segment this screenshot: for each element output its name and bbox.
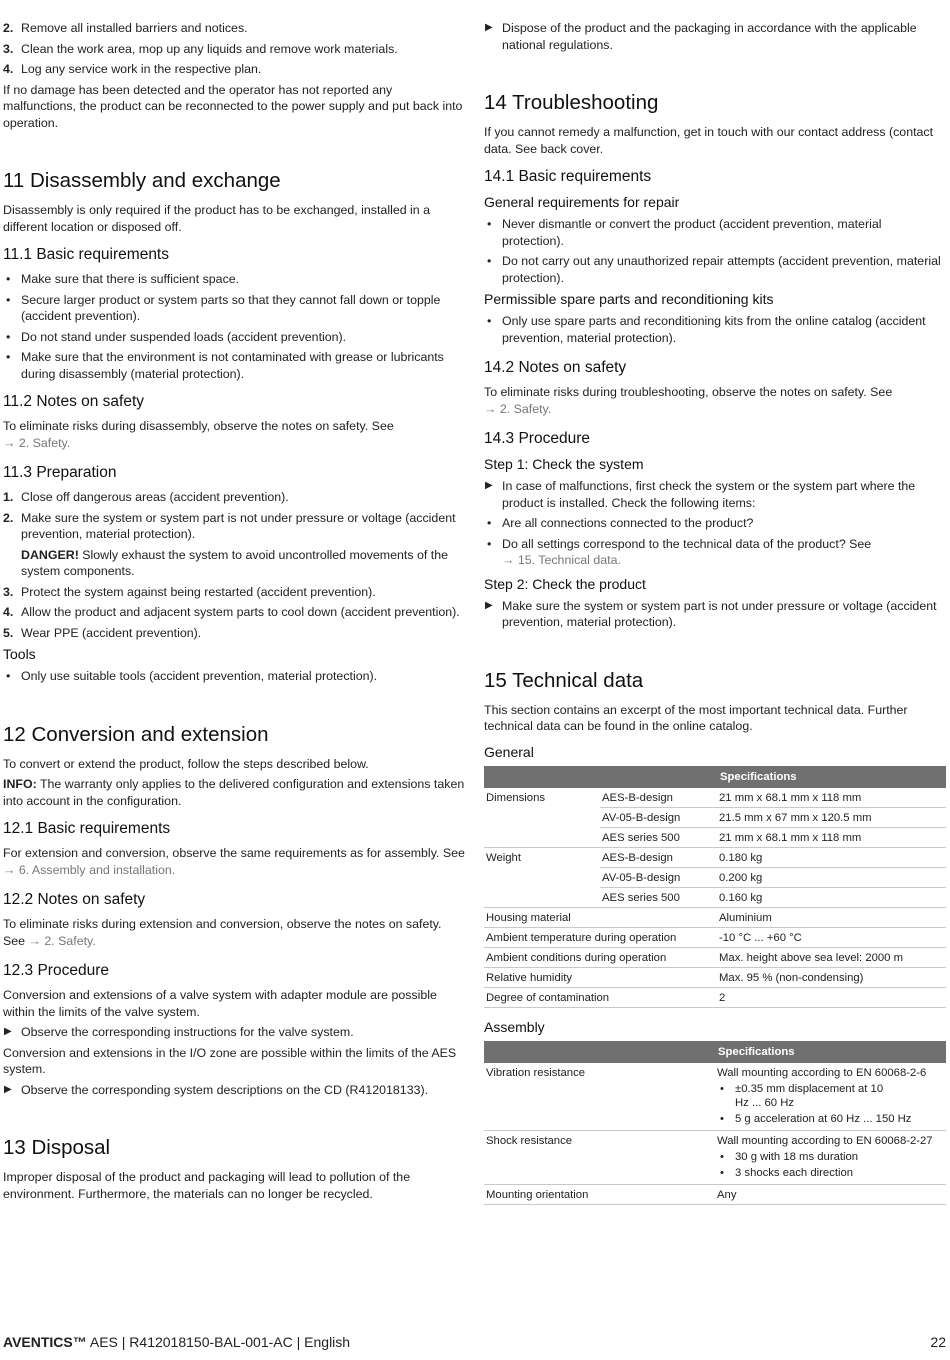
step-item: 2. Make sure the system or system part is not under pressure or voltage (accident prevention, material protection). (3, 510, 456, 541)
step-1-title: Step 1: Check the system (484, 456, 644, 472)
step-item: 3. Clean the work area, mop up any liquids and remove work materials. (3, 41, 398, 56)
table-row: Shock resistance Wall mounting according to EN 60068-2-27 • 30 g with 18 ms duration • 3 shocks each direction (484, 1130, 946, 1184)
intro-paragraph: If no damage has been detected and the operator has not reported any malfunctions, the product can be reconnected to the power supply and put back into operation. (3, 82, 463, 130)
section-11-1-title: 11.1 Basic requirements (3, 246, 169, 263)
technical-data-link[interactable]: → 15. Technical data. (502, 553, 621, 567)
step-1-checklist (484, 515, 946, 569)
list-item: • Are all connections connected to the product? (484, 515, 946, 532)
section-12-2-title: 12.2 Notes on safety (3, 891, 146, 908)
section-12-3-paragraph-1: Conversion and extensions of a valve system with adapter module are possible within the limits of the valve system. (3, 988, 437, 1019)
table-row: AES series 500 0.160 kg (484, 887, 946, 907)
action-item: ▶ In case of malfunctions, first check the system or the system part where the product is installed. Check the following items: (484, 478, 946, 511)
section-14-3-title: 14.3 Procedure (484, 430, 590, 447)
list-item: • Make sure that there is sufficient space. (3, 271, 465, 288)
step-item: 3. Protect the system against being restarted (accident prevention). (3, 584, 376, 599)
section-11-paragraph: Disassembly is only required if the product has to be exchanged, installed in a different location or disposed off. (3, 203, 431, 234)
section-11-2-paragraph: To eliminate risks during disassembly, observe the notes on safety. See → 2. Safety. (3, 419, 394, 450)
repair-requirements-list (484, 216, 946, 286)
list-item: • 5 g acceleration at 60 Hz ... 150 Hz (717, 1112, 944, 1126)
intro-steps (3, 20, 465, 78)
section-12-3-title: 12.3 Procedure (3, 962, 109, 979)
step-item: 5. Wear PPE (accident prevention). (3, 625, 202, 640)
right-column (484, 20, 946, 1205)
section-11-3-steps (3, 489, 465, 543)
spec-header: Specifications (717, 766, 946, 788)
step-item: 4. Allow the product and adjacent system parts to cool down (accident prevention). (3, 605, 460, 619)
section-12-paragraph: To convert or extend the product, follow the steps described below. (3, 756, 369, 771)
list-item: • 30 g with 18 ms duration (717, 1150, 944, 1164)
section-15-paragraph: This section contains an excerpt of the most important technical data. Further technical data can be found in the online catalog. (484, 702, 908, 733)
table-row: Relative humidity Max. 95 % (non-condensing) (484, 967, 946, 987)
list-item: • Do all settings correspond to the technical data of the product? See → 15. Technical data. (484, 536, 946, 569)
spare-parts-title: Permissible spare parts and reconditioning kits (484, 291, 774, 307)
table-row: Mounting orientation Any (484, 1184, 946, 1204)
list-item: • 3 shocks each direction (717, 1166, 944, 1180)
action-item: ▶ Observe the corresponding instructions for the valve system. (3, 1024, 465, 1041)
section-11-3-title: 11.3 Preparation (3, 464, 117, 481)
section-12-1-title: 12.1 Basic requirements (3, 820, 171, 837)
step-item: 4. Log any service work in the respective plan. (3, 62, 262, 76)
tools-list (3, 668, 465, 685)
document-id: AES | R412018150-BAL-001-AC | English (86, 1334, 351, 1350)
table-row: AV-05-B-design 21.5 mm x 67 mm x 120.5 mm (484, 807, 946, 827)
section-11-2-title: 11.2 Notes on safety (3, 393, 145, 410)
list-item: • Only use suitable tools (accident prevention, material protection). (3, 668, 465, 685)
assembly-title: Assembly (484, 1018, 545, 1035)
table-row: Dimensions AES-B-design 21 mm x 68.1 mm x 118 mm (484, 788, 946, 808)
brand-name: AVENTICS™ (3, 1334, 87, 1350)
table-header-row (484, 1041, 946, 1063)
step-2-title: Step 2: Check the product (484, 575, 646, 592)
section-14-title: 14 Troubleshooting (484, 91, 659, 114)
section-12-1-paragraph: For extension and conversion, observe the same requirements as for assembly. See → 6. Assembly and installation. (3, 846, 465, 877)
section-12-2-paragraph: To eliminate risks during extension and conversion, observe the notes on safety. See → 2. Safety. (3, 917, 442, 948)
table-row: Ambient temperature during operation -10 °C ... +60 °C (484, 927, 946, 947)
list-item: • Secure larger product or system parts so that they cannot fall down or topple (accident prevention). (3, 292, 465, 325)
danger-note: DANGER! Slowly exhaust the system to avoid uncontrolled movements of the system components. (21, 547, 448, 578)
list-item: • Do not carry out any unauthorized repair attempts (accident prevention, material protection). (484, 253, 946, 286)
list-item: • Never dismantle or convert the product (accident prevention, material protection). (484, 216, 946, 249)
section-13-paragraph: Improper disposal of the product and packaging will lead to pollution of the environment. Furthermore, the materials can no longer be recycled. (3, 1170, 411, 1201)
table-row: AES series 500 21 mm x 68.1 mm x 118 mm (484, 827, 946, 847)
table-row: AV-05-B-design 0.200 kg (484, 867, 946, 887)
tools-title: Tools (3, 646, 36, 662)
list-item: • Make sure that the environment is not contaminated with grease or lubricants during disassembly (material protection). (3, 349, 465, 382)
safety-link[interactable]: → 2. Safety. (28, 933, 96, 948)
step-item: 1. Close off dangerous areas (accident prevention). (3, 490, 289, 504)
info-note: INFO: The warranty only applies to the delivered configuration and extensions taken into account in the configuration. (3, 777, 465, 808)
section-13-title: 13 Disposal (3, 1136, 111, 1159)
assembly-link[interactable]: → 6. Assembly and installation. (3, 862, 176, 877)
assembly-spec-table (484, 1041, 946, 1205)
section-11-3-steps-continued (3, 584, 465, 642)
section-11-1-list (3, 271, 465, 382)
step-item: 2. Remove all installed barriers and notices. (3, 21, 248, 35)
spec-header: Specifications (715, 1041, 946, 1063)
action-item: ▶ Observe the corresponding system descriptions on the CD (R412018133). (3, 1082, 465, 1099)
vibration-list (717, 1082, 944, 1126)
section-14-2-title: 14.2 Notes on safety (484, 359, 627, 376)
section-15-title: 15 Technical data (484, 668, 644, 692)
section-11-title: 11 Disassembly and exchange (3, 169, 281, 192)
general-title: General (484, 743, 534, 760)
list-item: • ±0.35 mm displacement at 10 Hz ... 60 Hz (717, 1082, 885, 1110)
page-footer (3, 1333, 946, 1351)
table-row: Ambient conditions during operation Max. height above sea level: 2000 m (484, 947, 946, 967)
action-item: ▶ Dispose of the product and the packaging in accordance with the applicable national regulations. (484, 20, 946, 53)
safety-link[interactable]: → 2. Safety. (484, 401, 552, 416)
section-14-1-title: 14.1 Basic requirements (484, 168, 652, 185)
left-column (3, 20, 465, 1206)
general-spec-table (484, 766, 946, 1008)
shock-list (717, 1150, 944, 1180)
repair-requirements-title: General requirements for repair (484, 194, 680, 210)
table-row: Housing material Aluminium (484, 907, 946, 927)
action-item: ▶ Make sure the system or system part is not under pressure or voltage (accident prevention, material protection). (484, 598, 946, 631)
section-14-paragraph: If you cannot remedy a malfunction, get in touch with our contact address (contact data. See back cover. (484, 125, 934, 156)
table-row: Degree of contamination 2 (484, 987, 946, 1007)
table-row: Vibration resistance Wall mounting according to EN 60068-2-6 • ±0.35 mm displacement at 10 Hz ... 60 Hz • 5 g acceleration at 60 Hz ... 150 Hz (484, 1063, 946, 1131)
page-number: 22 (930, 1334, 946, 1350)
spare-parts-list (484, 313, 946, 346)
section-14-2-paragraph: To eliminate risks during troubleshooting, observe the notes on safety. See → 2. Safety. (484, 385, 893, 416)
section-12-title: 12 Conversion and extension (3, 722, 269, 746)
table-header-row (484, 766, 946, 788)
section-12-3-paragraph-2: Conversion and extensions in the I/O zone are possible within the limits of the AES system. (3, 1045, 457, 1076)
table-row: Weight AES-B-design 0.180 kg (484, 847, 946, 867)
safety-link[interactable]: → 2. Safety. (3, 435, 71, 450)
list-item: • Do not stand under suspended loads (accident prevention). (3, 329, 465, 346)
list-item: • Only use spare parts and reconditioning kits from the online catalog (accident prevention, material protection). (484, 313, 946, 346)
